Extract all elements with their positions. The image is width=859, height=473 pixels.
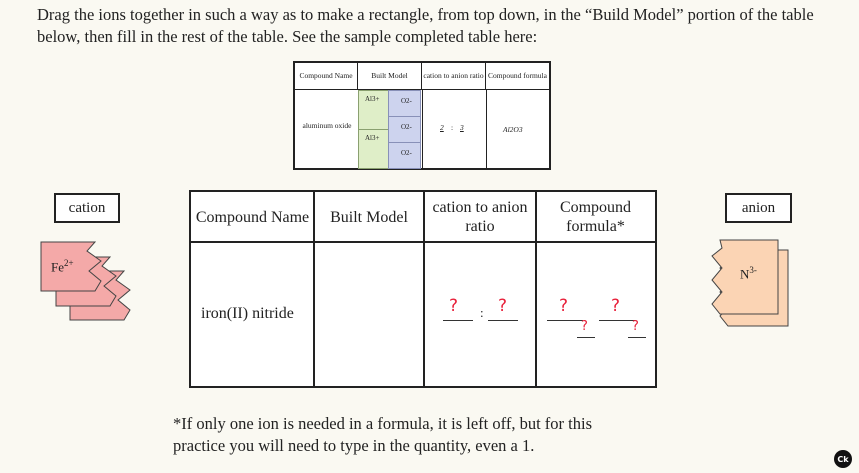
sample-ratio-sep: : [451,123,454,132]
sample-header-ratio: cation to anion ratio [422,63,486,89]
formula-anion-subscript-input[interactable]: ? [632,319,639,334]
cation-stack[interactable] [38,238,138,326]
sample-header-name: Compound Name [295,63,358,89]
anion-stack[interactable] [710,236,794,332]
ratio-cation-input[interactable]: ? [449,296,459,316]
build-model-dropzone[interactable] [315,243,421,386]
sample-formula: Al2O3 [503,125,523,134]
instructions-text: Drag the ions together in such a way as to make a rectangle, from top down, in the “Build Model” portion of the table below, then fill in the rest of the table. See the sample completed table here: [37,5,814,46]
cation-label: cation [54,193,120,223]
compound-name-cell: iron(II) nitride [201,305,294,322]
sample-table [293,61,551,170]
ratio-anion-input[interactable]: ? [498,296,508,316]
header-formula: Compound formula* [559,199,632,235]
ck-logo-badge[interactable]: Ck [834,450,852,468]
header-ratio: cation to anion ratio [432,199,528,235]
sample-compound-name: aluminum oxide [302,121,352,130]
anion-ion-label[interactable]: $N^{3-}$ [740,265,757,282]
ratio-separator: : [480,305,484,320]
sample-ratio-right: 3 [460,123,464,132]
header-built-model: Built Model [330,208,408,226]
formula-anion-input[interactable]: ? [611,296,621,316]
sample-header-model: Built Model [358,63,422,89]
header-compound-name: Compound Name [195,208,310,226]
sample-anion-tile: O2- [388,116,421,143]
anion-label: anion [725,193,792,223]
cation-ion-label[interactable]: $Fe^{2+}$ [51,258,74,275]
footnote-text: *If only one ion is needed in a formula, it is left off, but for this practice you will need to type in the quantity, even a 1. [173,414,592,455]
sample-anion-tile: O2- [388,142,421,169]
sample-ratio-left: 2 [440,123,444,132]
sample-header-formula: Compound formula [488,71,547,80]
sample-cation-tile: Al3+ [358,90,390,130]
formula-cation-subscript-input[interactable]: ? [581,319,588,334]
sample-cation-tile: Al3+ [358,129,390,169]
formula-cation-input[interactable]: ? [559,296,569,316]
main-table [189,190,657,388]
sample-anion-tile: O2- [388,90,421,117]
